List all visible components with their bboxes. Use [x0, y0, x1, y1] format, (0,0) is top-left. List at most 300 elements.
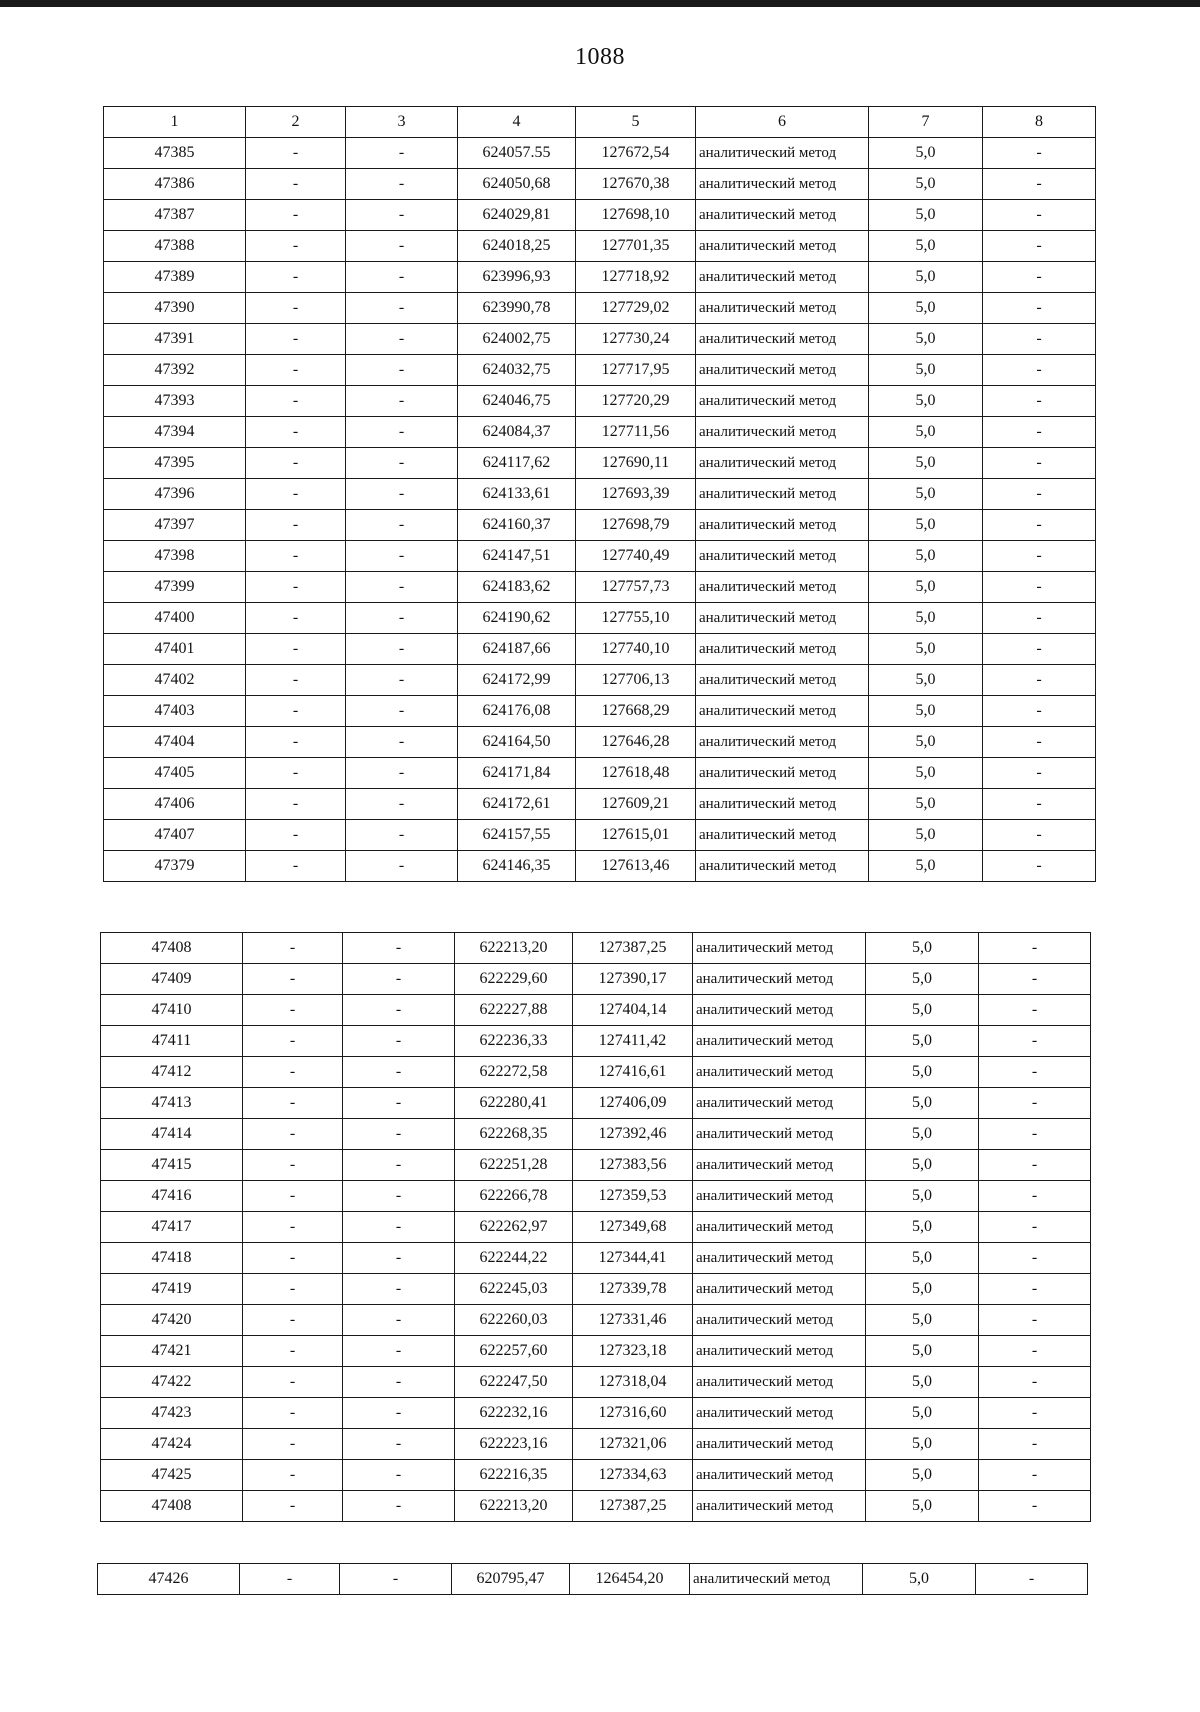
- cell-col-2: -: [246, 572, 346, 603]
- cell-coord-y: 127670,38: [576, 169, 696, 200]
- cell-col-3: -: [346, 541, 458, 572]
- cell-col-8: -: [983, 820, 1096, 851]
- cell-col-2: -: [243, 964, 343, 995]
- cell-coord-y: 127755,10: [576, 603, 696, 634]
- table-row: [104, 727, 1096, 758]
- cell-accuracy: 5,0: [866, 964, 979, 995]
- cell-col-2: -: [243, 995, 343, 1026]
- cell-col-2: -: [246, 789, 346, 820]
- cell-col-8: -: [983, 386, 1096, 417]
- cell-col-8: -: [983, 510, 1096, 541]
- cell-col-2: -: [246, 727, 346, 758]
- cell-coord-x: 624117,62: [458, 448, 576, 479]
- cell-col-3: -: [346, 138, 458, 169]
- cell-method: аналитический метод: [693, 1305, 866, 1336]
- cell-method: аналитический метод: [696, 417, 869, 448]
- cell-col-2: -: [243, 1429, 343, 1460]
- cell-col-3: -: [346, 262, 458, 293]
- cell-col-2: -: [246, 169, 346, 200]
- cell-coord-x: 624172,61: [458, 789, 576, 820]
- cell-col-3: -: [346, 665, 458, 696]
- cell-coord-y: 127711,56: [576, 417, 696, 448]
- column-header-3: 3: [346, 107, 458, 138]
- table-row: [104, 758, 1096, 789]
- cell-coord-x: 622245,03: [455, 1274, 573, 1305]
- table-row: [101, 1026, 1091, 1057]
- cell-accuracy: 5,0: [869, 138, 983, 169]
- cell-coord-x: 624187,66: [458, 634, 576, 665]
- cell-point-number: 47386: [104, 169, 246, 200]
- cell-col-8: -: [979, 1429, 1091, 1460]
- cell-point-number: 47410: [101, 995, 243, 1026]
- cell-accuracy: 5,0: [866, 1088, 979, 1119]
- coordinates-table-3: [97, 1563, 1088, 1595]
- cell-col-2: -: [246, 355, 346, 386]
- cell-col-3: -: [343, 1181, 455, 1212]
- cell-col-8: -: [983, 851, 1096, 882]
- cell-col-3: -: [346, 324, 458, 355]
- cell-method: аналитический метод: [696, 603, 869, 634]
- cell-col-8: -: [979, 1305, 1091, 1336]
- cell-accuracy: 5,0: [866, 1460, 979, 1491]
- cell-coord-y: 127411,42: [573, 1026, 693, 1057]
- cell-accuracy: 5,0: [866, 1367, 979, 1398]
- cell-point-number: 47413: [101, 1088, 243, 1119]
- cell-col-8: -: [983, 603, 1096, 634]
- cell-col-8: -: [979, 1088, 1091, 1119]
- cell-col-3: -: [343, 995, 455, 1026]
- cell-col-2: -: [246, 479, 346, 510]
- cell-point-number: 47423: [101, 1398, 243, 1429]
- cell-coord-x: 622251,28: [455, 1150, 573, 1181]
- cell-coord-y: 127344,41: [573, 1243, 693, 1274]
- cell-method: аналитический метод: [693, 1181, 866, 1212]
- table-row: [101, 1274, 1091, 1305]
- table-row: [101, 1305, 1091, 1336]
- cell-coord-y: 127740,49: [576, 541, 696, 572]
- cell-col-2: -: [243, 1367, 343, 1398]
- cell-accuracy: 5,0: [869, 851, 983, 882]
- cell-col-2: -: [243, 1150, 343, 1181]
- cell-coord-x: 624046,75: [458, 386, 576, 417]
- cell-coord-x: 622232,16: [455, 1398, 573, 1429]
- table-row: [101, 1336, 1091, 1367]
- cell-col-8: -: [983, 541, 1096, 572]
- cell-coord-y: 127718,92: [576, 262, 696, 293]
- table-row: [101, 1057, 1091, 1088]
- cell-col-8: -: [979, 995, 1091, 1026]
- cell-point-number: 47379: [104, 851, 246, 882]
- cell-point-number: 47411: [101, 1026, 243, 1057]
- cell-coord-x: 624176,08: [458, 696, 576, 727]
- cell-coord-x: 622227,88: [455, 995, 573, 1026]
- cell-col-3: -: [346, 727, 458, 758]
- cell-coord-y: 127406,09: [573, 1088, 693, 1119]
- table-row: [101, 1491, 1091, 1522]
- cell-coord-x: 620795,47: [452, 1564, 570, 1595]
- table-row: [104, 200, 1096, 231]
- cell-method: аналитический метод: [693, 1398, 866, 1429]
- cell-col-8: -: [983, 138, 1096, 169]
- cell-accuracy: 5,0: [869, 541, 983, 572]
- cell-coord-x: 624146,35: [458, 851, 576, 882]
- cell-coord-x: 624157,55: [458, 820, 576, 851]
- cell-coord-x: 624029,81: [458, 200, 576, 231]
- cell-col-3: -: [346, 634, 458, 665]
- cell-point-number: 47426: [98, 1564, 240, 1595]
- cell-point-number: 47398: [104, 541, 246, 572]
- cell-col-3: -: [343, 1119, 455, 1150]
- cell-col-8: -: [979, 1491, 1091, 1522]
- cell-col-8: -: [983, 262, 1096, 293]
- cell-col-2: -: [246, 138, 346, 169]
- cell-col-2: -: [246, 417, 346, 448]
- cell-coord-y: 127717,95: [576, 355, 696, 386]
- cell-point-number: 47388: [104, 231, 246, 262]
- cell-accuracy: 5,0: [869, 572, 983, 603]
- cell-method: аналитический метод: [696, 665, 869, 696]
- cell-col-2: -: [246, 758, 346, 789]
- cell-coord-x: 624172,99: [458, 665, 576, 696]
- cell-coord-x: 624084,37: [458, 417, 576, 448]
- table-row: [101, 1181, 1091, 1212]
- cell-point-number: 47408: [101, 1491, 243, 1522]
- cell-col-2: -: [243, 1026, 343, 1057]
- table-row: [101, 1150, 1091, 1181]
- cell-col-3: -: [346, 572, 458, 603]
- cell-method: аналитический метод: [696, 262, 869, 293]
- cell-col-2: -: [243, 1088, 343, 1119]
- cell-method: аналитический метод: [696, 200, 869, 231]
- cell-method: аналитический метод: [693, 1491, 866, 1522]
- cell-coord-x: 624050,68: [458, 169, 576, 200]
- cell-coord-x: 622257,60: [455, 1336, 573, 1367]
- cell-col-2: -: [243, 1398, 343, 1429]
- cell-col-8: -: [979, 1026, 1091, 1057]
- cell-col-3: -: [343, 1088, 455, 1119]
- cell-col-3: -: [343, 964, 455, 995]
- cell-coord-y: 127729,02: [576, 293, 696, 324]
- cell-coord-x: 624018,25: [458, 231, 576, 262]
- cell-coord-x: 622272,58: [455, 1057, 573, 1088]
- cell-accuracy: 5,0: [866, 1026, 979, 1057]
- cell-col-8: -: [983, 572, 1096, 603]
- column-header-4: 4: [458, 107, 576, 138]
- cell-coord-y: 127615,01: [576, 820, 696, 851]
- cell-point-number: 47420: [101, 1305, 243, 1336]
- table-row: [104, 634, 1096, 665]
- cell-coord-y: 127339,78: [573, 1274, 693, 1305]
- cell-method: аналитический метод: [693, 995, 866, 1026]
- cell-accuracy: 5,0: [866, 1305, 979, 1336]
- cell-point-number: 47395: [104, 448, 246, 479]
- cell-point-number: 47408: [101, 933, 243, 964]
- cell-col-2: -: [243, 1212, 343, 1243]
- cell-method: аналитический метод: [693, 1119, 866, 1150]
- column-header-5: 5: [576, 107, 696, 138]
- cell-accuracy: 5,0: [869, 200, 983, 231]
- cell-col-8: -: [979, 1150, 1091, 1181]
- page-top-border: [0, 0, 1200, 7]
- cell-point-number: 47406: [104, 789, 246, 820]
- cell-accuracy: 5,0: [866, 1057, 979, 1088]
- cell-col-3: -: [346, 386, 458, 417]
- cell-coord-y: 127672,54: [576, 138, 696, 169]
- cell-coord-x: 622216,35: [455, 1460, 573, 1491]
- cell-col-2: -: [246, 324, 346, 355]
- cell-col-8: -: [979, 1274, 1091, 1305]
- cell-col-2: -: [243, 1460, 343, 1491]
- column-header-6: 6: [696, 107, 869, 138]
- cell-coord-x: 622223,16: [455, 1429, 573, 1460]
- cell-coord-y: 127701,35: [576, 231, 696, 262]
- table-row: [104, 603, 1096, 634]
- table-row: [104, 324, 1096, 355]
- table-row: [101, 1367, 1091, 1398]
- cell-col-3: -: [343, 1398, 455, 1429]
- cell-col-8: -: [979, 933, 1091, 964]
- cell-point-number: 47417: [101, 1212, 243, 1243]
- cell-col-8: -: [979, 1367, 1091, 1398]
- table-row: [101, 1398, 1091, 1429]
- cell-accuracy: 5,0: [866, 1398, 979, 1429]
- cell-col-2: -: [246, 262, 346, 293]
- cell-coord-x: 622213,20: [455, 933, 573, 964]
- cell-coord-y: 127316,60: [573, 1398, 693, 1429]
- table-row: [101, 964, 1091, 995]
- cell-accuracy: 5,0: [869, 448, 983, 479]
- cell-coord-x: 624147,51: [458, 541, 576, 572]
- cell-accuracy: 5,0: [869, 262, 983, 293]
- cell-col-2: -: [246, 603, 346, 634]
- cell-col-8: -: [983, 324, 1096, 355]
- cell-coord-x: 623990,78: [458, 293, 576, 324]
- cell-col-2: -: [246, 510, 346, 541]
- cell-col-8: -: [983, 789, 1096, 820]
- cell-point-number: 47419: [101, 1274, 243, 1305]
- cell-accuracy: 5,0: [869, 634, 983, 665]
- cell-coord-x: 622268,35: [455, 1119, 573, 1150]
- cell-col-2: -: [243, 1305, 343, 1336]
- cell-coord-x: 622280,41: [455, 1088, 573, 1119]
- cell-method: аналитический метод: [696, 696, 869, 727]
- table-row: [104, 696, 1096, 727]
- cell-col-8: -: [979, 1336, 1091, 1367]
- cell-coord-x: 624133,61: [458, 479, 576, 510]
- cell-method: аналитический метод: [696, 479, 869, 510]
- cell-coord-y: 127387,25: [573, 933, 693, 964]
- cell-method: аналитический метод: [693, 933, 866, 964]
- cell-accuracy: 5,0: [869, 727, 983, 758]
- cell-point-number: 47405: [104, 758, 246, 789]
- cell-accuracy: 5,0: [869, 665, 983, 696]
- table-row: [104, 355, 1096, 386]
- cell-method: аналитический метод: [693, 1150, 866, 1181]
- table-row: [104, 820, 1096, 851]
- cell-method: аналитический метод: [696, 541, 869, 572]
- cell-point-number: 47422: [101, 1367, 243, 1398]
- coordinates-table-1: [103, 106, 1096, 882]
- cell-point-number: 47387: [104, 200, 246, 231]
- cell-accuracy: 5,0: [866, 933, 979, 964]
- cell-point-number: 47402: [104, 665, 246, 696]
- cell-col-3: -: [346, 200, 458, 231]
- cell-point-number: 47396: [104, 479, 246, 510]
- cell-accuracy: 5,0: [869, 169, 983, 200]
- cell-col-2: -: [243, 1491, 343, 1522]
- cell-method: аналитический метод: [693, 1429, 866, 1460]
- cell-method: аналитический метод: [693, 1460, 866, 1491]
- cell-accuracy: 5,0: [869, 386, 983, 417]
- cell-coord-y: 127730,24: [576, 324, 696, 355]
- cell-coord-x: 624057.55: [458, 138, 576, 169]
- cell-method: аналитический метод: [696, 851, 869, 882]
- coordinates-table-2: [100, 932, 1091, 1522]
- cell-coord-y: 127318,04: [573, 1367, 693, 1398]
- cell-col-3: -: [343, 1150, 455, 1181]
- cell-col-3: -: [346, 510, 458, 541]
- cell-method: аналитический метод: [693, 964, 866, 995]
- column-header-7: 7: [869, 107, 983, 138]
- cell-col-3: -: [346, 293, 458, 324]
- cell-col-2: -: [246, 448, 346, 479]
- table-row: [104, 293, 1096, 324]
- cell-point-number: 47401: [104, 634, 246, 665]
- cell-col-2: -: [246, 231, 346, 262]
- cell-col-8: -: [983, 479, 1096, 510]
- cell-coord-y: 127690,11: [576, 448, 696, 479]
- cell-method: аналитический метод: [696, 448, 869, 479]
- cell-accuracy: 5,0: [869, 789, 983, 820]
- page-number: 1088: [575, 44, 625, 70]
- cell-method: аналитический метод: [696, 138, 869, 169]
- table-row: [101, 1119, 1091, 1150]
- cell-accuracy: 5,0: [866, 1181, 979, 1212]
- cell-col-3: -: [346, 479, 458, 510]
- cell-col-8: -: [983, 665, 1096, 696]
- cell-method: аналитический метод: [693, 1026, 866, 1057]
- cell-coord-y: 127609,21: [576, 789, 696, 820]
- cell-col-8: -: [979, 1212, 1091, 1243]
- cell-accuracy: 5,0: [866, 995, 979, 1026]
- cell-col-8: -: [976, 1564, 1088, 1595]
- cell-coord-y: 127740,10: [576, 634, 696, 665]
- cell-method: аналитический метод: [693, 1274, 866, 1305]
- cell-col-3: -: [343, 1274, 455, 1305]
- cell-point-number: 47389: [104, 262, 246, 293]
- table-row: [104, 231, 1096, 262]
- cell-accuracy: 5,0: [869, 758, 983, 789]
- cell-method: аналитический метод: [696, 169, 869, 200]
- table-row: [104, 510, 1096, 541]
- cell-coord-x: 622260,03: [455, 1305, 573, 1336]
- cell-col-3: -: [343, 1491, 455, 1522]
- cell-col-3: -: [346, 355, 458, 386]
- cell-coord-y: 127392,46: [573, 1119, 693, 1150]
- cell-col-3: -: [343, 1460, 455, 1491]
- cell-col-8: -: [979, 1460, 1091, 1491]
- cell-col-8: -: [983, 417, 1096, 448]
- cell-coord-y: 127331,46: [573, 1305, 693, 1336]
- cell-col-8: -: [983, 634, 1096, 665]
- cell-col-2: -: [243, 1181, 343, 1212]
- cell-col-8: -: [983, 448, 1096, 479]
- cell-col-2: -: [243, 1243, 343, 1274]
- cell-point-number: 47412: [101, 1057, 243, 1088]
- cell-col-8: -: [979, 1398, 1091, 1429]
- cell-coord-y: 127706,13: [576, 665, 696, 696]
- table-row: [101, 995, 1091, 1026]
- cell-point-number: 47421: [101, 1336, 243, 1367]
- cell-col-2: -: [246, 541, 346, 572]
- cell-col-8: -: [983, 727, 1096, 758]
- cell-coord-y: 127757,73: [576, 572, 696, 603]
- table-row: [104, 665, 1096, 696]
- cell-col-2: -: [243, 1274, 343, 1305]
- table-row: [104, 417, 1096, 448]
- cell-col-2: -: [243, 1336, 343, 1367]
- cell-method: аналитический метод: [690, 1564, 863, 1595]
- cell-col-3: -: [346, 820, 458, 851]
- cell-coord-y: 127359,53: [573, 1181, 693, 1212]
- column-header-8: 8: [983, 107, 1096, 138]
- cell-col-2: -: [246, 293, 346, 324]
- cell-coord-x: 622262,97: [455, 1212, 573, 1243]
- cell-col-2: -: [246, 200, 346, 231]
- cell-coord-y: 127404,14: [573, 995, 693, 1026]
- cell-col-8: -: [979, 964, 1091, 995]
- cell-method: аналитический метод: [696, 510, 869, 541]
- cell-coord-x: 624183,62: [458, 572, 576, 603]
- cell-col-8: -: [983, 696, 1096, 727]
- cell-point-number: 47418: [101, 1243, 243, 1274]
- cell-method: аналитический метод: [693, 1088, 866, 1119]
- cell-col-2: -: [246, 820, 346, 851]
- cell-accuracy: 5,0: [866, 1150, 979, 1181]
- cell-point-number: 47425: [101, 1460, 243, 1491]
- cell-col-2: -: [246, 696, 346, 727]
- cell-col-8: -: [979, 1057, 1091, 1088]
- cell-coord-x: 624164,50: [458, 727, 576, 758]
- cell-col-3: -: [343, 1336, 455, 1367]
- column-header-2: 2: [246, 107, 346, 138]
- cell-method: аналитический метод: [696, 355, 869, 386]
- table-row: [101, 1088, 1091, 1119]
- cell-accuracy: 5,0: [866, 1491, 979, 1522]
- cell-point-number: 47416: [101, 1181, 243, 1212]
- table-row: [104, 541, 1096, 572]
- cell-coord-y: 127618,48: [576, 758, 696, 789]
- cell-col-8: -: [983, 200, 1096, 231]
- cell-coord-x: 624160,37: [458, 510, 576, 541]
- cell-coord-x: 622213,20: [455, 1491, 573, 1522]
- cell-col-8: -: [983, 293, 1096, 324]
- cell-method: аналитический метод: [696, 820, 869, 851]
- cell-method: аналитический метод: [696, 727, 869, 758]
- cell-col-2: -: [243, 1057, 343, 1088]
- cell-col-3: -: [346, 448, 458, 479]
- cell-method: аналитический метод: [696, 634, 869, 665]
- table-row: [101, 1429, 1091, 1460]
- table-header-row: [104, 107, 1096, 138]
- cell-accuracy: 5,0: [869, 603, 983, 634]
- cell-col-8: -: [983, 355, 1096, 386]
- cell-point-number: 47385: [104, 138, 246, 169]
- cell-coord-y: 127693,39: [576, 479, 696, 510]
- cell-col-8: -: [983, 758, 1096, 789]
- cell-point-number: 47403: [104, 696, 246, 727]
- cell-method: аналитический метод: [696, 789, 869, 820]
